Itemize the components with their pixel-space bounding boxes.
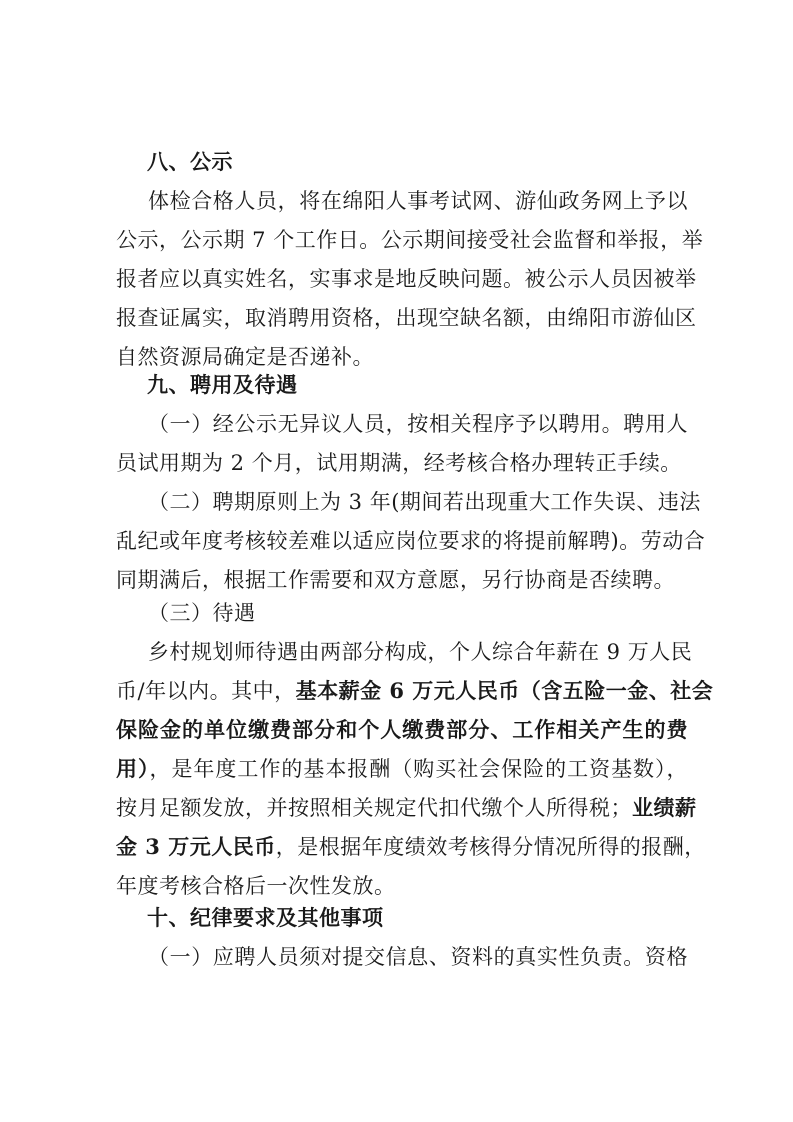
section-10-heading: 十、纪律要求及其他事项 xyxy=(147,905,384,930)
section-9-sub3-line-1: 乡村规划师待遇由两部分构成，个人综合年薪在 9 万人民 xyxy=(148,640,693,664)
section-8-line-5: 自然资源局确定是否递补。 xyxy=(116,345,374,369)
section-9-sub3-line-2 xyxy=(116,676,714,706)
section-9-sub3-line-4 xyxy=(116,754,688,784)
section-10-line-1: （一）应聘人员须对提交信息、资料的真实性负责。资格 xyxy=(148,945,688,969)
text-plain: ，是根据年度绩效考核得分情况所得的报酬， xyxy=(275,835,706,859)
text-bold: 基本薪金 6 万元人民币（含五险一金、社会 xyxy=(295,678,714,703)
text-bold: 金 3 万元人民币 xyxy=(116,834,276,859)
section-9-sub3-line-5 xyxy=(116,793,697,823)
text-plain: ，是年度工作的基本报酬（购买社会保险的工资基数）， xyxy=(149,757,689,781)
text-bold: 业绩薪 xyxy=(632,795,697,820)
section-9-sub3-line-6 xyxy=(116,832,706,862)
section-9-sub3-heading: （三）待遇 xyxy=(148,601,256,625)
text-plain: 币/年以内。其中， xyxy=(116,679,296,703)
text-plain: 按月足额发放，并按照相关规定代扣代缴个人所得税； xyxy=(116,796,632,820)
text-bold: 用） xyxy=(116,756,150,781)
section-9-heading: 九、聘用及待遇 xyxy=(147,372,298,397)
section-8-heading: 八、公示 xyxy=(147,149,233,174)
section-8-line-2: 公示，公示期 7 个工作日。公示期间接受社会监督和举报，举 xyxy=(116,228,704,252)
section-9-sub2-line-2: 乱纪或年度考核较差难以适应岗位要求的将提前解聘)。劳动合 xyxy=(116,529,706,553)
section-9-sub2-line-1: （二）聘期原则上为 3 年(期间若出现重大工作失误、违法 xyxy=(148,490,701,514)
section-9-sub3-line-7: 年度考核合格后一次性发放。 xyxy=(116,874,396,898)
section-9-sub2-line-3: 同期满后，根据工作需要和双方意愿，另行协商是否续聘。 xyxy=(116,568,675,592)
section-8-line-3: 报者应以真实姓名，实事求是地反映问题。被公示人员因被举 xyxy=(116,267,697,291)
section-8-line-4: 报查证属实，取消聘用资格，出现空缺名额，由绵阳市游仙区 xyxy=(116,306,697,330)
section-9-sub3-line-3: 保险金的单位缴费部分和个人缴费部分、工作相关产生的费 xyxy=(116,717,688,742)
section-8-line-1: 体检合格人员，将在绵阳人事考试网、游仙政务网上予以 xyxy=(148,189,688,213)
section-9-sub1-line-1: （一）经公示无异议人员，按相关程序予以聘用。聘用人 xyxy=(148,412,688,436)
section-9-sub1-line-2: 员试用期为 2 个月，试用期满，经考核合格办理转正手续。 xyxy=(116,451,682,475)
